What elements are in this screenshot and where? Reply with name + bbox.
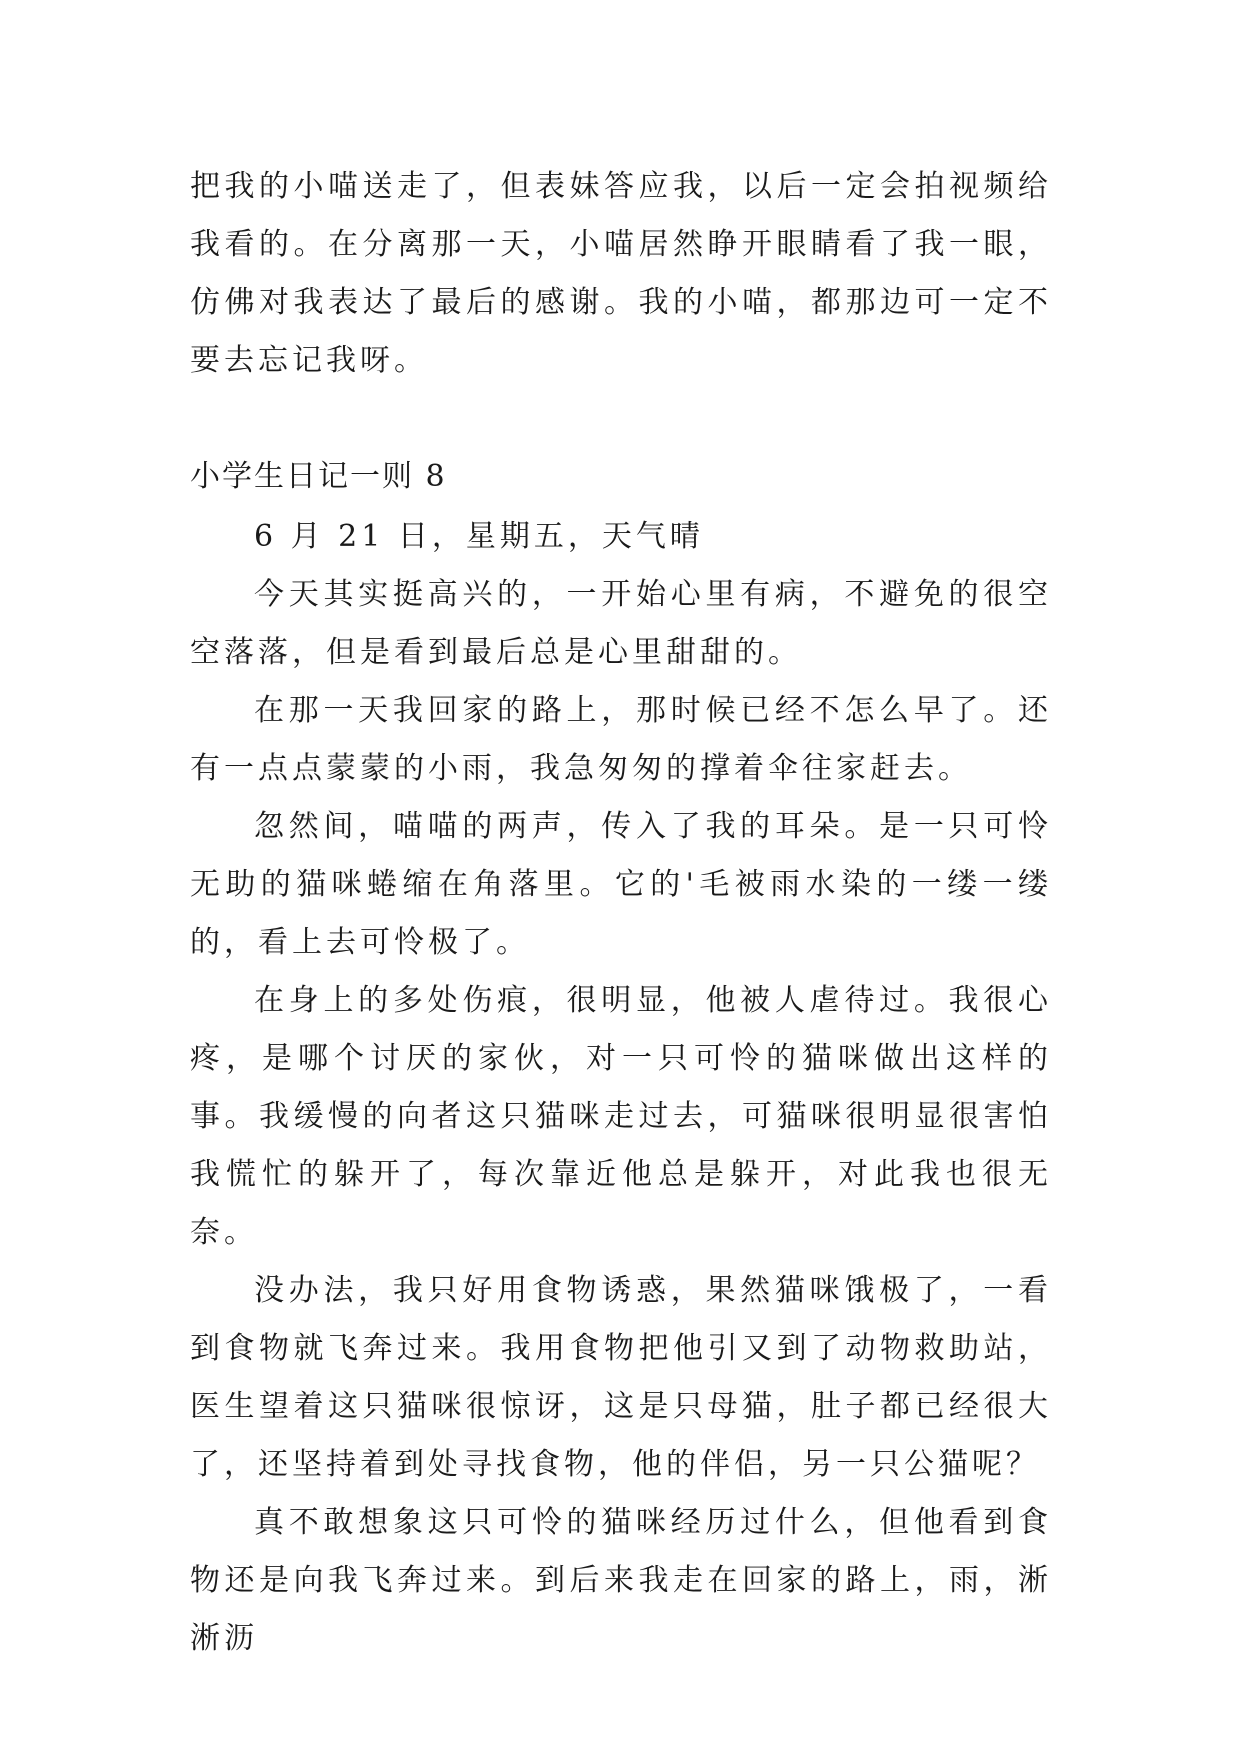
- paragraph: 真不敢想象这只可怜的猫咪经历过什么，但他看到食物还是向我飞奔过来。到后来我走在回家的路上，雨，淅淅沥: [190, 1505, 1052, 1656]
- paragraph: 没办法，我只好用食物诱惑，果然猫咪饿极了，一看到食物就飞奔过来。我用食物把他引又到了动物救助站，医生望着这只猫咪很惊讶，这是只母猫，肚子都已经很大了，还坚持着到处寻找食物，他的伴侣，另一只公猫呢？: [190, 1273, 1052, 1482]
- paragraph: 忽然间，喵喵的两声，传入了我的耳朵。是一只可怜无助的猫咪蜷缩在角落里。它的'毛被雨水染的一缕一缕的，看上去可怜极了。: [190, 809, 1052, 960]
- paragraph: 把我的小喵送走了，但表妹答应我，以后一定会拍视频给我看的。在分离那一天，小喵居然睁开眼睛看了我一眼，仿佛对我表达了最后的感谢。我的小喵，都那边可一定不要去忘记我呀。: [190, 169, 1052, 378]
- paragraph: 在那一天我回家的路上，那时候已经不怎么早了。还有一点点蒙蒙的小雨，我急匆匆的撑着伞往家赶去。: [190, 693, 1052, 786]
- entry-body: [190, 508, 1052, 1668]
- previous-entry-text: [190, 158, 1052, 390]
- paragraph: 今天其实挺高兴的，一开始心里有病，不避免的很空空落落，但是看到最后总是心里甜甜的。: [190, 577, 1052, 670]
- date-line: 6 月 21 日，星期五，天气晴: [254, 519, 704, 554]
- entry-title: 小学生日记一则 8: [190, 459, 447, 494]
- paragraph: 在身上的多处伤痕，很明显，他被人虐待过。我很心疼，是哪个讨厌的家伙，对一只可怜的猫咪做出这样的事。我缓慢的向者这只猫咪走过去，可猫咪很明显很害怕我慌忙的躲开了，每次靠近他总是躲开，对此我也很无奈。: [190, 983, 1052, 1250]
